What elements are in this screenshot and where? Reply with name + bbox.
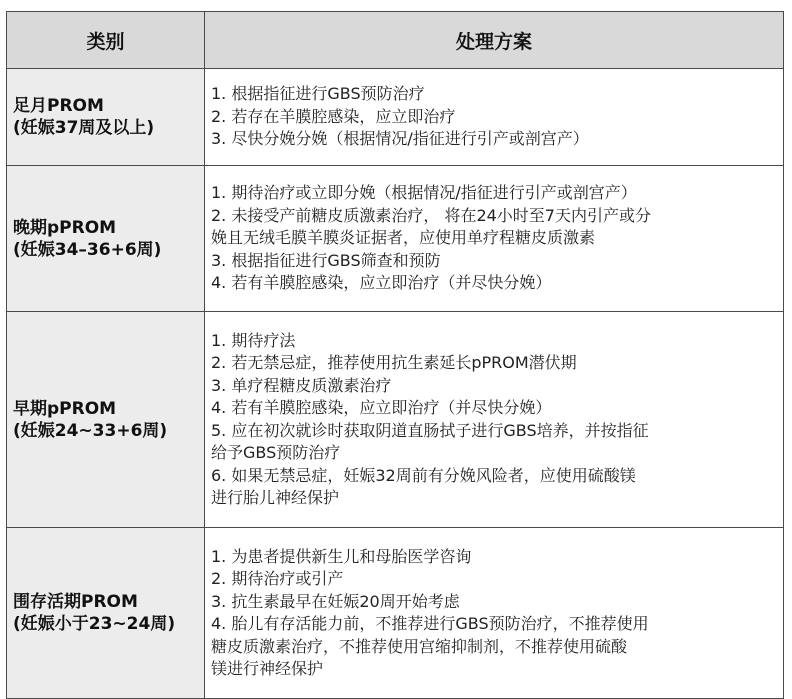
- header-row: [7, 12, 784, 69]
- category-name: 早期pPROM: [13, 398, 117, 419]
- plan-line: 1. 期待治疗或立即分娩（根据情况/指征进行引产或剖宫产）: [211, 183, 637, 203]
- plan-line: 糖皮质激素治疗，不推荐使用宫缩抑制剂，不推荐使用硫酸: [211, 636, 628, 656]
- plan-line: 1. 期待疗法: [211, 330, 296, 350]
- category-range: (妊娠34–36+6周): [13, 239, 162, 260]
- plan-line: 3. 单疗程糖皮质激素治疗: [211, 375, 392, 395]
- plan-line: 1. 根据指征进行GBS预防治疗: [211, 84, 425, 104]
- plan-line: 进行胎儿神经保护: [211, 488, 340, 507]
- table-row: [7, 166, 784, 312]
- plan-line: 给予GBS预防治疗: [211, 443, 341, 462]
- category-cell: [7, 312, 205, 528]
- table-row: [7, 69, 784, 166]
- category-name: 围存活期PROM: [13, 592, 138, 612]
- plan-line: 3. 抗生素最早在妊娠20周开始考虑: [211, 591, 460, 611]
- plan-line: 2. 未接受产前糖皮质激素治疗， 将在24小时至7天内引产或分: [211, 205, 651, 225]
- header-category: 类别: [7, 12, 205, 69]
- plan-line: 1. 为患者提供新生儿和母胎医学咨询: [211, 546, 472, 566]
- category-range: (妊娠小于23~24周): [13, 614, 176, 634]
- plan-line: 3. 根据指征进行GBS筛查和预防: [211, 250, 441, 270]
- plan-line: 4. 若有羊膜腔感染，应立即治疗（并尽快分娩）: [211, 273, 552, 293]
- header-plan: 处理方案: [205, 12, 784, 69]
- plan-line: 娩且无绒毛膜羊膜炎证据者，应使用单疗程糖皮质激素: [211, 228, 596, 248]
- plan-cell: [205, 528, 784, 699]
- plan-cell: [205, 312, 784, 528]
- plan-line: 2. 若无禁忌症，推荐使用抗生素延长pPROM潜伏期: [211, 353, 577, 372]
- category-name: 足月PROM: [13, 96, 104, 116]
- plan-line: 4. 若有羊膜腔感染，应立即治疗（并尽快分娩）: [211, 398, 552, 417]
- table-row: [7, 528, 784, 699]
- plan-line: 2. 期待治疗或引产: [211, 569, 344, 588]
- plan-line: 6. 如果无禁忌症，妊娠32周前有分娩风险者，应使用硫酸镁: [211, 465, 636, 485]
- prom-treatment-table: [6, 11, 784, 699]
- category-cell: [7, 166, 205, 312]
- category-cell: [7, 69, 205, 166]
- plan-line: 镁进行神经保护: [211, 659, 324, 678]
- plan-cell: [205, 166, 784, 312]
- category-range: (妊娠24~33+6周): [13, 420, 168, 441]
- plan-line: 3. 尽快分娩分娩（根据情况/指征进行引产或剖宫产）: [211, 129, 589, 149]
- table-row: [7, 312, 784, 528]
- plan-line: 2. 若存在羊膜腔感染，应立即治疗: [211, 106, 456, 126]
- plan-line: 5. 应在初次就诊时获取阴道直肠拭子进行GBS培养，并按指征: [211, 420, 649, 440]
- category-name: 晚期pPROM: [13, 217, 117, 238]
- plan-line: 4. 胎儿有存活能力前，不推荐进行GBS预防治疗，不推荐使用: [211, 614, 649, 633]
- category-cell: [7, 528, 205, 699]
- category-range: (妊娠37周及以上): [13, 118, 155, 138]
- plan-cell: [205, 69, 784, 166]
